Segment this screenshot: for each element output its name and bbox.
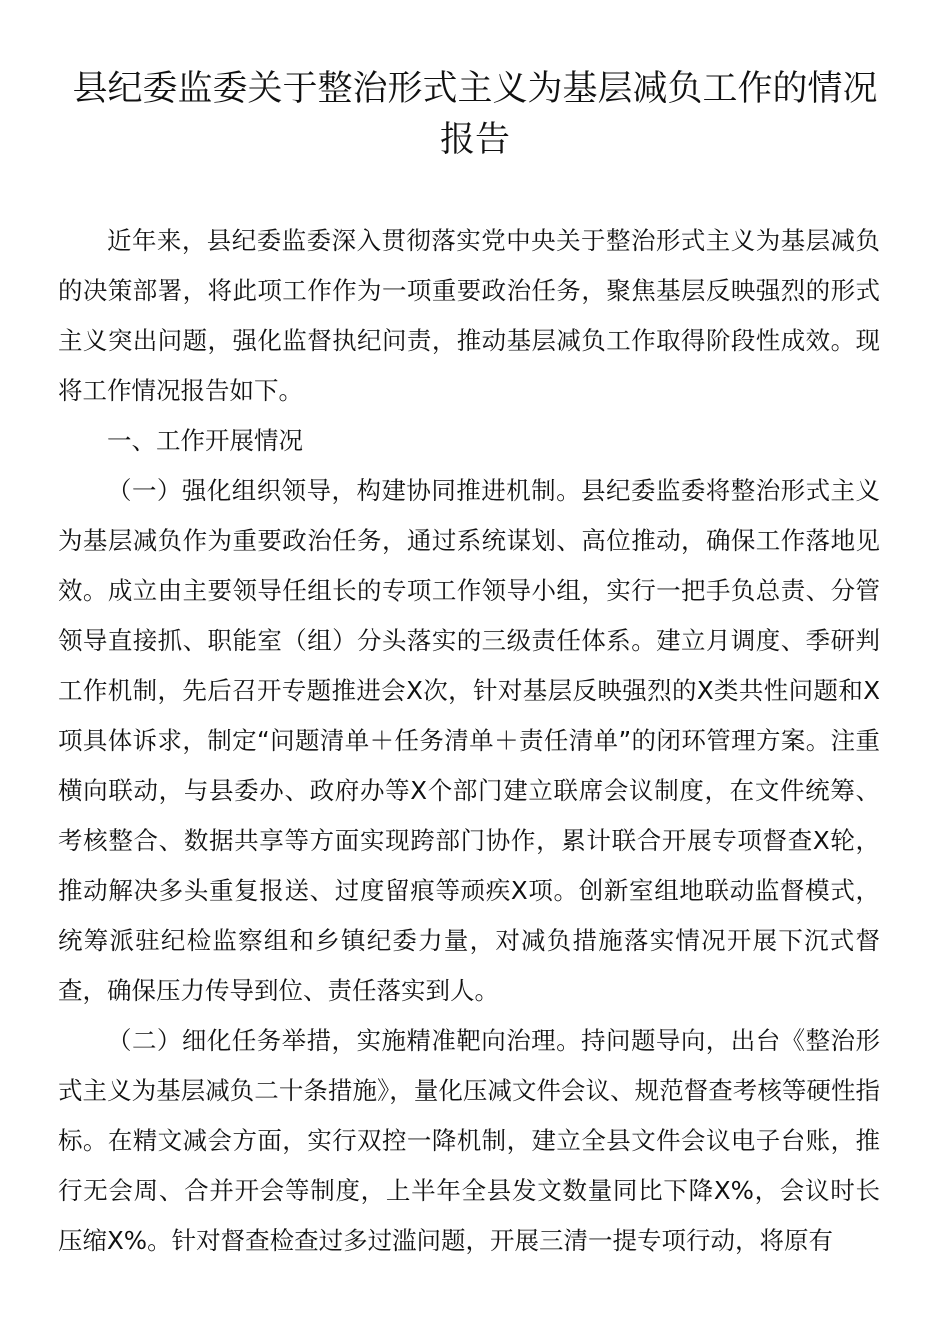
document-title: 县纪委监委关于整治形式主义为基层减负工作的情况报告	[72, 69, 878, 160]
intro-paragraph: 近年来，县纪委监委深入贯彻落实党中央关于整治形式主义为基层减负的决策部署，将此项工作作为一项重要政治任务，聚焦基层反映强烈的形式主义突出问题，强化监督执纪问责，推动基层减负工作取得阶段性成效。现将工作情况报告如下。	[58, 226, 880, 405]
subsection-paragraph-1: （一）强化组织领导，构建协同推进机制。县纪委监委将整治形式主义为基层减负作为重要政治任务，通过系统谋划、高位推动，确保工作落地见效。成立由主要领导任组长的专项工作领导小组，实行一把手负总责、分管领导直接抓、职能室（组）分头落实的三级责任体系。建立月调度、季研判工作机制，先后召开专题推进会X次，针对基层反映强烈的X类共性问题和X项具体诉求，制定“问题清单＋任务清单＋责任清单”的闭环管理方案。注重横向联动，与县委办、政府办等X个部门建立联席会议制度，在文件统筹、考核整合、数据共享等方面实现跨部门协作，累计联合开展专项督查X轮，推动解决多头重复报送、过度留痕等顽疾X项。创新室组地联动监督模式，统筹派驻纪检监察组和乡镇纪委力量，对减负措施落实情况开展下沉式督查，确保压力传导到位、责任落实到人。	[58, 476, 880, 1005]
section-heading: 一、工作开展情况	[107, 426, 303, 455]
subsection-paragraph-2: （二）细化任务举措，实施精准靶向治理。持问题导向，出台《整治形式主义为基层减负二十条措施》，量化压减文件会议、规范督查考核等硬性指标。在精文减会方面，实行双控一降机制，建立全县文件会议电子台账，推行无会周、合并开会等制度，上半年全县发文数量同比下降X%，会议时长压缩X%。针对督查检查过多过滥问题，开展三清一提专项行动，将原有	[58, 1026, 880, 1255]
document-body	[58, 216, 880, 1266]
